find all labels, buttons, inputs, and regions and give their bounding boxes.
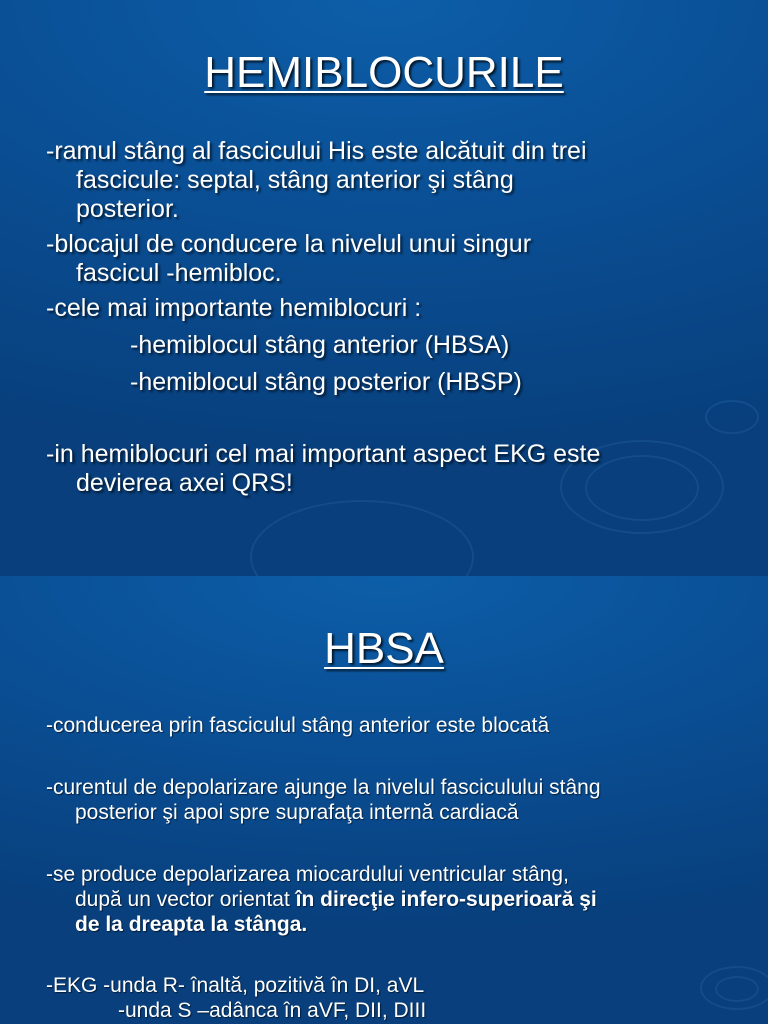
- bullet-text: -se produce depolarizarea miocardului ventricular stâng,: [46, 863, 569, 886]
- sub-bullet-hbsp: -hemiblocul stâng posterior (HBSP): [130, 368, 522, 396]
- bullet-text-mixed: [46, 912, 738, 937]
- bullet-text: -curentul de depolarizare ajunge la nivelul fasciculului stâng: [46, 776, 601, 799]
- bullet-text: -unda S –adânca în aVF, DII, DIII: [118, 999, 427, 1022]
- bullet-text: după un vector orientat: [75, 888, 296, 911]
- bullet-ekg: [46, 973, 738, 1023]
- page-title: HEMIBLOCURILE: [204, 48, 564, 97]
- bullet-text: -in hemiblocuri cel mai important aspect EKG este: [46, 440, 601, 468]
- sub-bullet-hbsa: -hemiblocul stâng anterior (HBSA): [130, 331, 510, 359]
- bullet-curentul: [46, 775, 738, 825]
- bullet-text: posterior.: [76, 195, 179, 223]
- decorative-ripple: [705, 400, 759, 434]
- bullet-blocajul: [46, 230, 722, 288]
- bullet-text: -ramul stâng al fascicului His este alcătuit din trei: [46, 137, 587, 165]
- bullet-text: -blocajul de conducere la nivelul unui singur: [46, 230, 532, 258]
- bullet-depolarizarea: [46, 862, 738, 937]
- bullet-hemiblocuri-list: [46, 294, 722, 397]
- bullet-ekg-aspect: [46, 440, 722, 498]
- bullet-ramul-stang: [46, 137, 722, 224]
- bullet-text-bold: în direcţie infero-superioară şi: [295, 888, 597, 911]
- section-title: HBSA: [324, 624, 444, 673]
- bullet-text: -conducerea prin fasciculul stâng anterior este blocată: [46, 714, 550, 737]
- decorative-ripple: [250, 500, 474, 576]
- bullet-text: fascicule: septal, stâng anterior şi stâng: [76, 166, 514, 194]
- bullet-text-mixed: [46, 887, 738, 912]
- bullet-text: -cele mai importante hemiblocuri :: [46, 294, 422, 322]
- bullet-text: -EKG -unda R- înaltă, pozitivă în DI, aVL: [46, 974, 425, 997]
- bullet-text-bold: de la dreapta la stânga.: [75, 913, 308, 936]
- bullet-text: posterior şi apoi spre suprafaţa internă cardiacă: [75, 801, 519, 824]
- bullet-conducerea: [46, 713, 738, 738]
- bullet-text: fascicul -hemibloc.: [76, 259, 282, 287]
- bullet-text: devierea axei QRS!: [76, 469, 293, 497]
